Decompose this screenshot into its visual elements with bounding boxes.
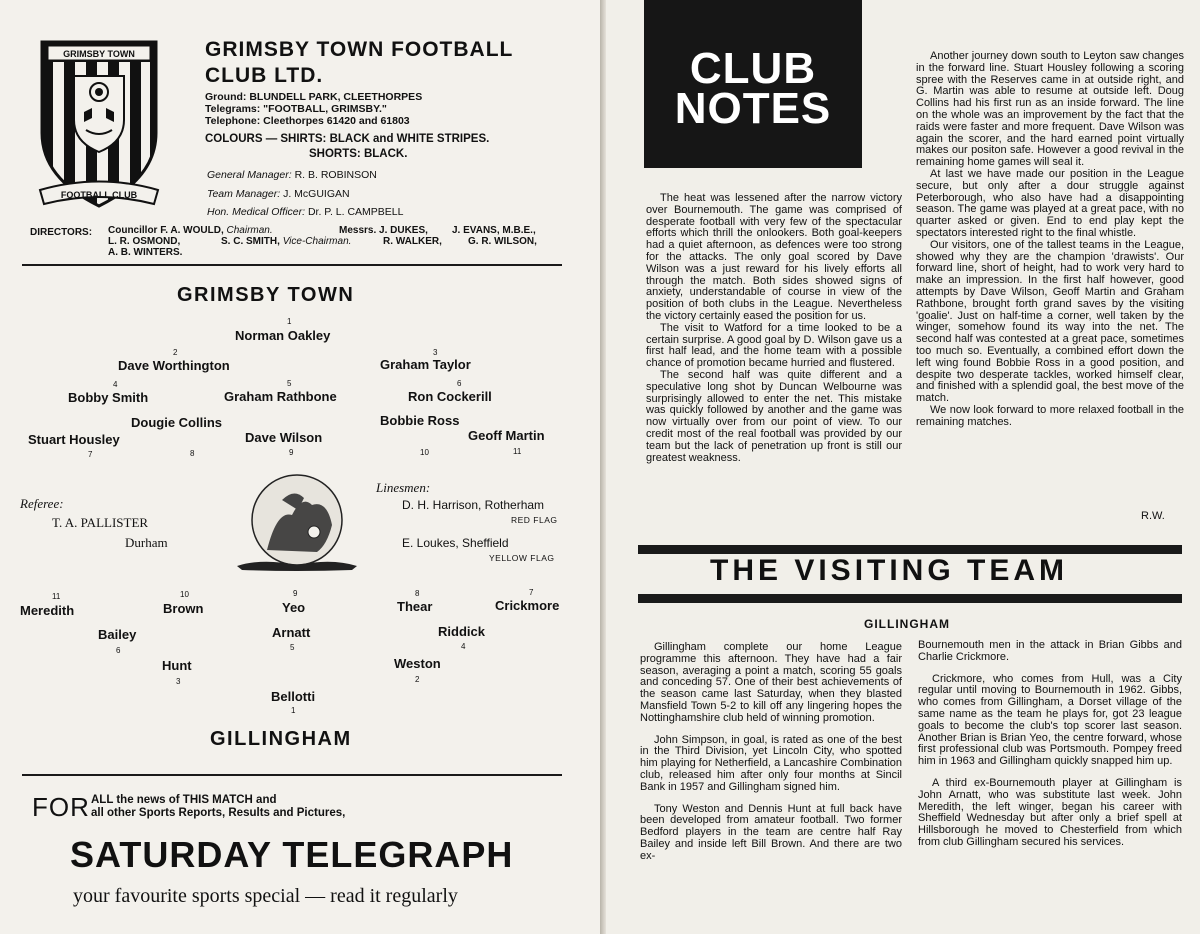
player-number: 6 — [457, 379, 462, 388]
gm-name: R. B. ROBINSON — [294, 169, 377, 181]
visiting-paragraph: Tony Weston and Dennis Hunt at full back have been developed from amateur football. Two former Bedford players in the team are centre half Ray Bailey and inside left Bill Brown. And there are two ex- — [640, 802, 902, 862]
player-number: 5 — [290, 643, 295, 652]
player-name: Crickmore — [495, 598, 560, 613]
player-number: 10 — [180, 590, 189, 599]
club-notes-line1: CLUB — [689, 44, 817, 93]
telephone-text: Telephone: Cleethorpes 61420 and 61803 — [205, 115, 410, 127]
visiting-column-1 — [640, 642, 902, 863]
referee-town: Durham — [125, 535, 168, 550]
mo-name: Dr. P. L. CAMPBELL — [307, 206, 404, 218]
player-name: Bobby Smith — [68, 390, 149, 405]
ad-divider — [22, 774, 562, 776]
notes-paragraph: The second half was quite different and a speculative long shot by Duncan Welbourne was surprisingly allowed to enter the net. This mistake was quickly followed by another and the game was now virtually over from our point of view. To our credit most of the real football was provided by our team but the lack of penetration up front is still our greatest weakness. — [646, 368, 902, 464]
colours-line2: SHORTS: BLACK. — [309, 148, 408, 160]
referee-label: Referee: — [20, 496, 64, 511]
medical-officer — [207, 206, 403, 218]
player-name: Thear — [397, 599, 433, 614]
director-chairman: Councillor F. A. WOULD, — [108, 225, 224, 236]
notes-paragraph: At last we have made our position in the League secure, but only after a dour struggle against Peterborough, who also have had a disappointing season. The game was played at a great pace, with no quarter asked or given. End to end play kept the spectators interested right to the final whistle. — [916, 167, 1184, 239]
player-number: 1 — [291, 706, 296, 715]
tm-label: Team Manager: — [207, 188, 281, 200]
player-name: Arnatt — [272, 625, 311, 640]
team-manager — [207, 188, 350, 200]
player-number: 1 — [287, 317, 292, 326]
visiting-paragraph: A third ex-Bournemouth player at Gillingham is John Arnatt, who was substitute last week. John Meredith, the left winger, began his career with Sheffield Wednesday but after only a brief spell at Hillsborough he moved to Chesterfield from which from club Gillingham secured his services. — [918, 776, 1182, 848]
player-name: Norman Oakley — [235, 328, 331, 343]
general-manager — [207, 169, 377, 181]
linesman-1: D. H. Harrison, Rotherham — [402, 498, 545, 512]
player-number: 3 — [433, 348, 438, 357]
notes-paragraph: The heat was lessened after the narrow victory over Bournemouth. The game was comprised of desperate football with very few of the spectacular efforts which thrill the onlookers. Both goal-keepers had a quiet afternoon, as defences were too strong for the attacks. The only goal scored by Dave Wilson was a just reward for his lively efforts all through the match. Both sides showed signs of anxiety, understandable of course in view of the position of both clubs in the League. Nevertheless the victory certainly eased the position for us. — [646, 192, 902, 322]
director-evans: J. EVANS, M.B.E., — [452, 225, 536, 236]
club-notes-column-1 — [646, 193, 902, 464]
notes-paragraph: Our visitors, one of the tallest teams in the League, showed why they are the champion 'drawists'. Our forward line, short of height, had to work very hard to make an impression. In the first half however, good attempts by Dave Wilson, Geoff Martin and Graham Rathbone, brought forth grand saves by the visiting 'goalie'. Just on half-time a corner, well taken by the winger, somehow found its way into the net. The second half was contested at a great pace, sometimes too much so. Eventually, a combined effort down the left wing found Bobbie Ross in a good position, and despite two desperate tackles, worked himself clear, and finished with a splendid goal, the best move of the match. — [916, 238, 1184, 405]
player-name: Bailey — [98, 627, 137, 642]
player-number: 4 — [461, 642, 466, 651]
director-messrs: Messrs. J. DUKES, — [339, 225, 428, 236]
visiting-paragraph: John Simpson, in goal, is rated as one of the best in the Third Division, yet Lincoln City, who spotted him playing for Netherfield, a Lancashire Combination club, released him after only four months at Sincil Bank in 1957 and Gillingham signed him. — [640, 733, 902, 793]
player-name: Ron Cockerill — [408, 389, 492, 404]
linesman-2-flag: YELLOW FLAG — [489, 553, 555, 563]
player-name: Dave Wilson — [245, 430, 323, 445]
ground-text: Ground: BLUNDELL PARK, CLEETHORPES — [205, 91, 423, 103]
colours-line1: COLOURS — SHIRTS: BLACK and WHITE STRIPES. — [205, 133, 490, 145]
player-number: 3 — [176, 677, 181, 686]
linesman-2: E. Loukes, Sheffield — [402, 536, 509, 550]
visiting-paragraph: Gillingham complete our home League programme this afternoon. They have had a fair season, averaging a point a match, scoring 55 goals and conceding 57. One of their best achievements of the season came last Saturday, when they blasted Mansfield Town 5-2 to kill off any lingering hopes the Nottinghamshire club held of winning promotion. — [640, 641, 902, 724]
vice-chairman-title: Vice-Chairman. — [282, 236, 352, 247]
player-name: Hunt — [162, 658, 192, 673]
telegrams-text: Telegrams: "FOOTBALL, GRIMSBY." — [205, 103, 387, 115]
visiting-paragraph: Crickmore, who comes from Hull, was a City regular until moving to Bournemouth in 1962. Gibbs, who comes from Gillingham, a Dorset village of the same name as the team he plays for, got 23 league goals to become the club's top scorer last season. Another Brian is Brian Yeo, the centre forward, whose first professional club was Portsmouth. Pompey freed him in 1963 and Gillingham quickly snapped him up. — [918, 672, 1182, 768]
visiting-paragraph: Bournemouth men in the attack in Brian Gibbs and Charlie Crickmore. — [918, 639, 1182, 663]
right-page — [606, 0, 1200, 934]
player-name: Dougie Collins — [131, 415, 222, 430]
visiting-subtitle: GILLINGHAM — [864, 617, 950, 631]
tm-name: J. McGUIGAN — [283, 188, 350, 200]
crest-scroll-text: FOOTBALL CLUB — [60, 190, 138, 200]
directors-line1 — [108, 225, 273, 236]
linesman-1-flag: RED FLAG — [511, 515, 558, 525]
player-name: Riddick — [438, 624, 485, 639]
visiting-rule-top — [638, 545, 1182, 554]
player-number: 11 — [513, 447, 522, 456]
player-number: 8 — [190, 449, 195, 458]
header-divider — [22, 264, 562, 266]
notes-signature: R.W. — [1141, 510, 1165, 522]
player-name: Graham Rathbone — [224, 389, 337, 404]
club-title-line2: CLUB LTD. — [205, 64, 324, 87]
linesmen-label: Linesmen: — [376, 480, 431, 495]
ad-slogan: your favourite sports special — read it regularly — [73, 885, 458, 907]
chairman-title: Chairman. — [226, 225, 273, 236]
footballers-illustration-icon — [232, 470, 362, 580]
player-number: 7 — [88, 450, 93, 459]
club-notes-column-2 — [916, 51, 1184, 429]
referee-name: T. A. PALLISTER — [52, 515, 149, 530]
player-number: 5 — [287, 379, 292, 388]
visiting-column-2 — [918, 640, 1182, 849]
visiting-rule-bottom — [638, 594, 1182, 603]
player-number: 9 — [289, 448, 294, 457]
away-team-title: GILLINGHAM — [210, 728, 352, 750]
ad-paper-name: SATURDAY TELEGRAPH — [70, 834, 514, 875]
visiting-team-title: THE VISITING TEAM — [710, 554, 1069, 587]
gm-label: General Manager: — [207, 169, 292, 181]
club-title-line1: GRIMSBY TOWN FOOTBALL — [205, 38, 514, 61]
player-name: Weston — [394, 656, 441, 671]
player-number: 2 — [415, 675, 420, 684]
mo-label: Hon. Medical Officer: — [207, 206, 306, 218]
player-number: 8 — [415, 589, 420, 598]
player-name: Meredith — [20, 603, 75, 618]
club-notes-heading — [644, 0, 862, 168]
club-crest-icon — [38, 38, 160, 216]
directors-label: DIRECTORS: — [30, 227, 93, 238]
player-number: 2 — [173, 348, 178, 357]
player-number: 7 — [529, 588, 534, 597]
player-name: Yeo — [282, 600, 306, 615]
player-name: Bellotti — [271, 689, 316, 704]
home-team-title: GRIMSBY TOWN — [177, 284, 355, 306]
director-smith — [221, 236, 351, 247]
player-name: Bobbie Ross — [380, 413, 460, 428]
player-number: 6 — [116, 646, 121, 655]
notes-paragraph: The visit to Watford for a time looked to be a certain surprise. A good goal by D. Wilson gave us a first half lead, and the home team with a possible chance of promotion became hurried and flustered. — [646, 321, 902, 370]
crest-top-text: GRIMSBY TOWN — [63, 49, 135, 59]
director-smith-name: S. C. SMITH, — [221, 236, 280, 247]
player-number: 10 — [420, 448, 429, 457]
club-notes-line2: NOTES — [674, 84, 832, 133]
player-name: Graham Taylor — [380, 357, 471, 372]
player-number: 11 — [52, 592, 61, 601]
director-osmond: L. R. OSMOND, — [108, 236, 181, 247]
player-name: Geoff Martin — [468, 428, 545, 443]
player-number: 9 — [293, 589, 298, 598]
player-name: Dave Worthington — [118, 358, 230, 373]
player-number: 4 — [113, 380, 118, 389]
director-wilson: G. R. WILSON, — [468, 236, 537, 247]
director-winters: A. B. WINTERS. — [108, 247, 183, 258]
notes-paragraph: Another journey down south to Leyton saw changes in the forward line. Stuart Housley following a scoring spree with the Reserves came in at outside right, and G. Martin was able to resume at outside left. Doug Collins had his first run as an inside forward. The line on the whole was an improvement by the fact that the raids were faster and more frequent. Dave Wilson was again the scorer, and the hard earned point virtually makes our positon safe. However a good revival in the remaining home games will seal it. — [916, 50, 1184, 169]
director-walker: R. WALKER, — [383, 236, 442, 247]
player-name: Stuart Housley — [28, 432, 120, 447]
notes-paragraph: We now look forward to more relaxed football in the remaining matches. — [916, 403, 1184, 428]
ad-line2: all other Sports Reports, Results and Pictures, — [91, 807, 346, 819]
player-name: Brown — [163, 601, 204, 616]
ad-for: FOR — [32, 792, 90, 822]
ad-line1: ALL the news of THIS MATCH and — [91, 794, 277, 806]
